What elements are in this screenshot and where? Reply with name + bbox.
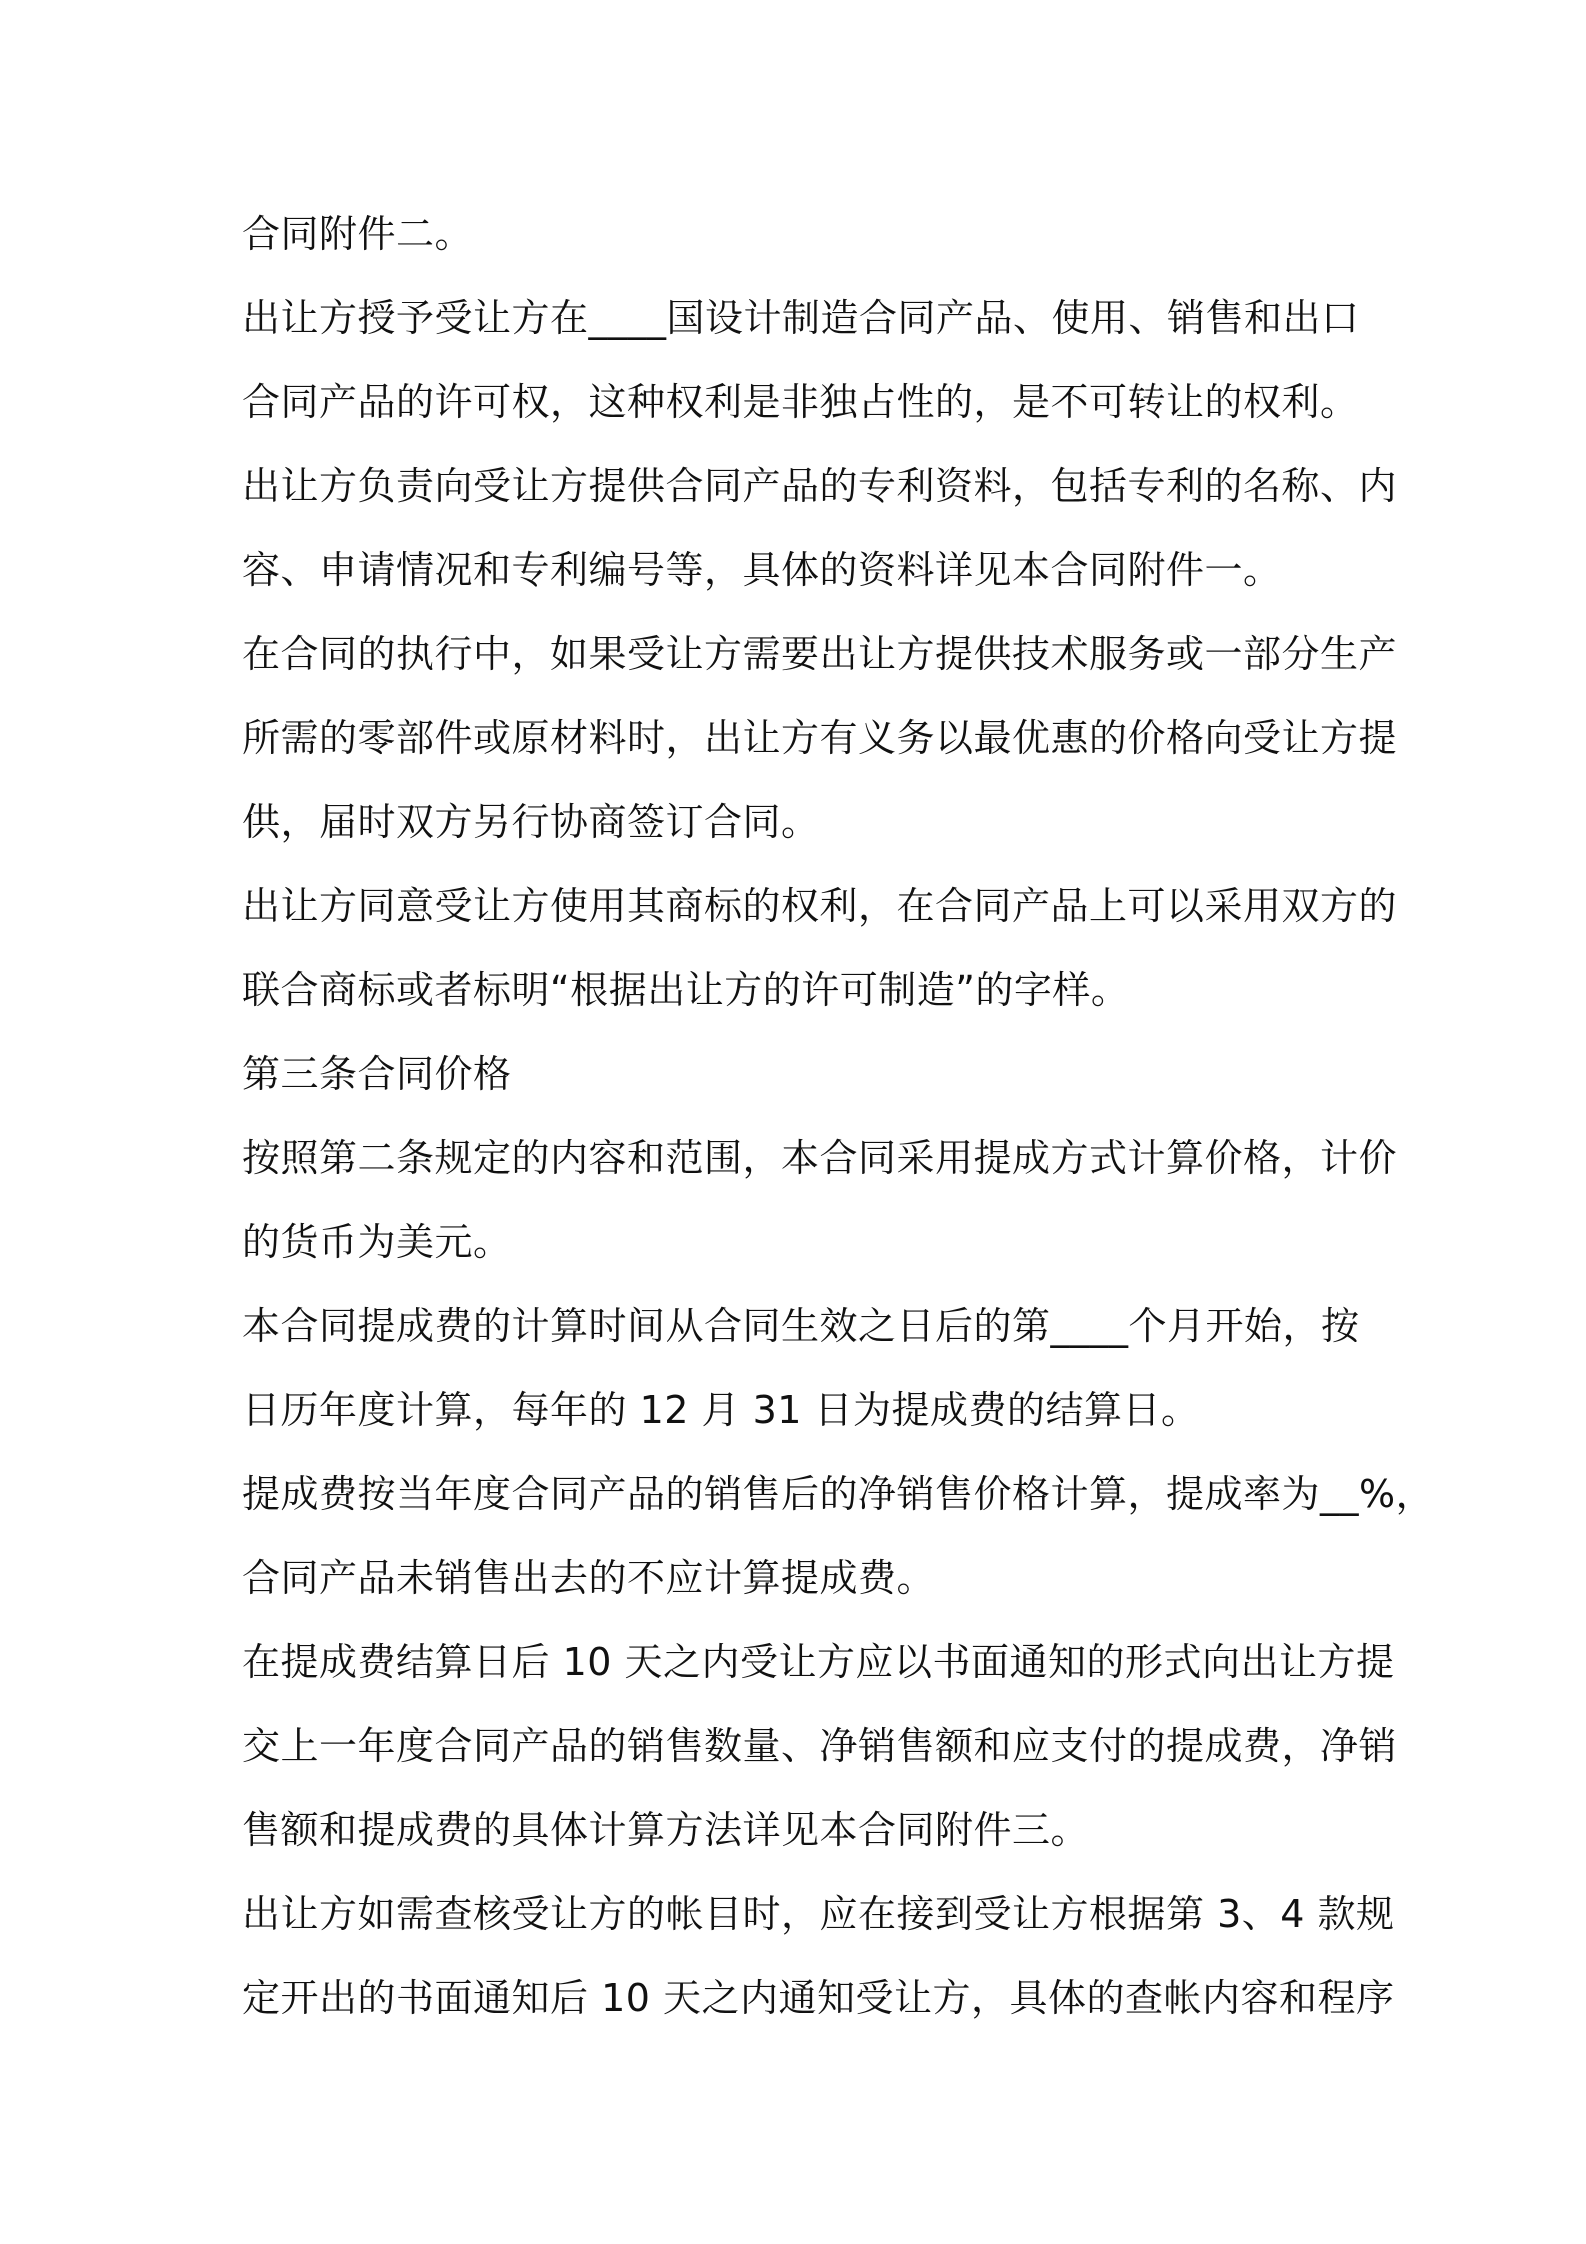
section-heading: 第三条合同价格: [242, 1052, 512, 1096]
text-line: 定开出的书面通知后 10 天之内通知受让方，具体的查帐内容和程序: [242, 1976, 1395, 2020]
text-line: 的货币为美元。: [242, 1220, 512, 1264]
text-line: 在合同的执行中，如果受让方需要出让方提供技术服务或一部分生产: [242, 632, 1398, 676]
text-line: 合同产品未销售出去的不应计算提成费。: [242, 1556, 936, 1600]
text-line: 交上一年度合同产品的销售数量、净销售额和应支付的提成费，净销: [242, 1724, 1398, 1768]
text-line: 本合同提成费的计算时间从合同生效之日后的第____个月开始，按: [242, 1304, 1360, 1348]
text-line: 联合商标或者标明“根据出让方的许可制造”的字样。: [242, 968, 1130, 1012]
text-line: 容、申请情况和专利编号等，具体的资料详见本合同附件一。: [242, 548, 1282, 592]
text-line: 售额和提成费的具体计算方法详见本合同附件三。: [242, 1808, 1090, 1852]
text-line: 出让方同意受让方使用其商标的权利，在合同产品上可以采用双方的: [242, 884, 1398, 928]
text-line: 日历年度计算，每年的 12 月 31 日为提成费的结算日。: [242, 1388, 1200, 1432]
text-line: 按照第二条规定的内容和范围，本合同采用提成方式计算价格，计价: [242, 1136, 1398, 1180]
text-line: 合同附件二。: [242, 212, 474, 256]
text-line: 供，届时双方另行协商签订合同。: [242, 800, 820, 844]
text-line: 出让方如需查核受让方的帐目时，应在接到受让方根据第 3、4 款规: [242, 1892, 1395, 1936]
text-line: 所需的零部件或原材料时，出让方有义务以最优惠的价格向受让方提: [242, 716, 1398, 760]
text-line: 合同产品的许可权，这种权利是非独占性的，是不可转让的权利。: [242, 380, 1359, 424]
text-line: 提成费按当年度合同产品的销售后的净销售价格计算，提成率为__%，: [242, 1472, 1435, 1516]
text-line: 在提成费结算日后 10 天之内受让方应以书面通知的形式向出让方提: [242, 1640, 1395, 1684]
text-line: 出让方授予受让方在____国设计制造合同产品、使用、销售和出口: [242, 296, 1360, 340]
document-body: [242, 192, 1435, 2040]
text-line: 出让方负责向受让方提供合同产品的专利资料，包括专利的名称、内: [242, 464, 1398, 508]
